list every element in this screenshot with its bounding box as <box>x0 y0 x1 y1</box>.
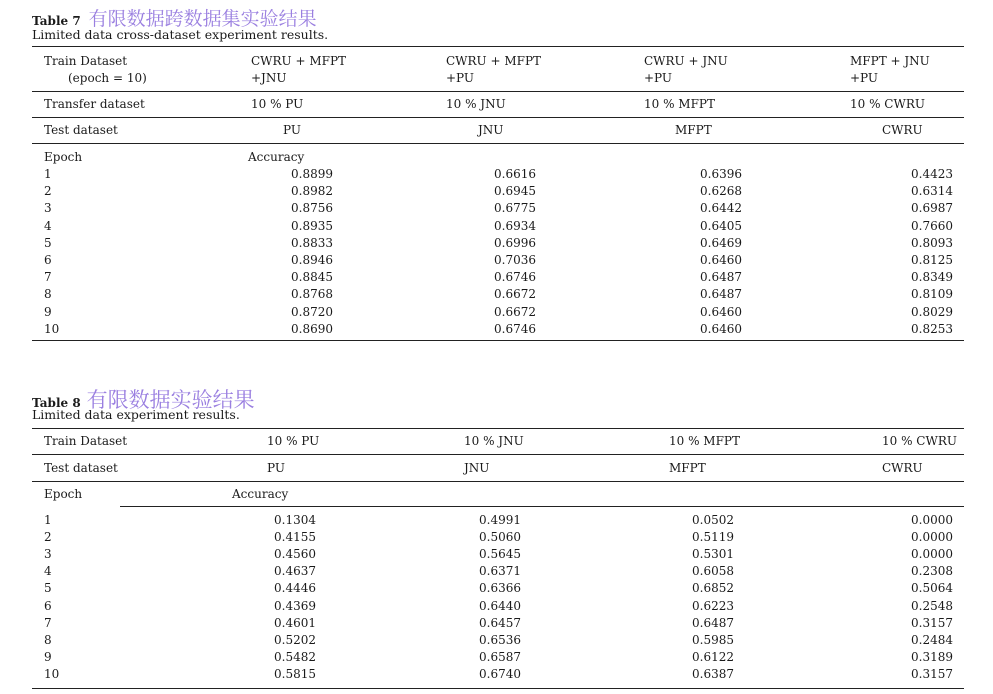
accuracy-cell: 0.8946 <box>291 253 333 267</box>
table-8-accuracy-label: Accuracy <box>232 487 289 501</box>
table-8-label: Table 8 <box>32 396 81 410</box>
table-7-chinese-note: 有限数据跨数据集实验结果 <box>88 8 317 30</box>
accuracy-cell: 0.6457 <box>479 615 521 630</box>
table-7-train-col-2-l2: +PU <box>446 71 475 85</box>
table-7 <box>32 0 964 350</box>
table-8-test-col-1: PU <box>267 461 285 475</box>
table-8-test-col-3: MFPT <box>669 461 706 475</box>
table-7-label: Table 7 <box>32 14 81 28</box>
table-7-transfer-col-2: 10 % JNU <box>446 97 506 111</box>
table-7-rule-1 <box>32 91 964 92</box>
table-8-test-col-2: JNU <box>464 461 490 475</box>
accuracy-cell: 0.8109 <box>911 287 953 302</box>
table-8-top-rule <box>32 428 964 429</box>
accuracy-cell: 0.6487 <box>700 270 742 285</box>
table-7-train-epoch-note: (epoch = 10) <box>68 71 147 85</box>
accuracy-cell: 0.4423 <box>911 167 953 181</box>
accuracy-cell: 0.5064 <box>911 581 953 596</box>
table-7-train-col-1-l1: CWRU + MFPT <box>251 54 347 68</box>
table-7-transfer-col-4: 10 % CWRU <box>850 97 925 111</box>
epoch-cell: 10 <box>44 321 60 336</box>
accuracy-cell: 0.8833 <box>291 235 333 250</box>
epoch-cell: 8 <box>44 632 52 647</box>
accuracy-cell: 0.5482 <box>274 649 316 664</box>
accuracy-cell: 0.8935 <box>291 218 333 233</box>
table-7-epoch-label: Epoch <box>44 150 83 164</box>
epoch-cell: 3 <box>44 547 52 562</box>
accuracy-cell: 0.8029 <box>911 304 953 319</box>
table-7-rule-2 <box>32 117 964 118</box>
epoch-cell: 5 <box>44 581 52 596</box>
accuracy-cell: 0.6852 <box>692 581 734 596</box>
accuracy-cell: 0.6366 <box>479 581 521 596</box>
accuracy-cell: 0.5060 <box>479 530 521 545</box>
accuracy-cell: 0.6487 <box>700 287 742 302</box>
accuracy-cell: 0.8690 <box>291 321 333 336</box>
accuracy-cell: 0.5645 <box>479 547 521 562</box>
table-8-rule-2 <box>32 481 964 482</box>
accuracy-cell: 0.4991 <box>479 513 521 527</box>
epoch-cell: 4 <box>44 564 52 579</box>
epoch-cell: 9 <box>44 304 52 319</box>
table-7-test-col-2: JNU <box>478 123 504 137</box>
table-8-epoch-label: Epoch <box>44 487 83 501</box>
table-7-rule-3 <box>32 143 964 144</box>
table-7-train-col-3-l2: +PU <box>644 71 673 85</box>
table-8-accuracy-rule <box>120 506 964 507</box>
accuracy-cell: 0.5301 <box>692 547 734 562</box>
accuracy-cell: 0.6775 <box>494 201 536 216</box>
table-8-chinese-note: 有限数据实验结果 <box>86 388 255 412</box>
accuracy-cell: 0.8253 <box>911 321 953 336</box>
accuracy-cell: 0.8845 <box>291 270 333 285</box>
epoch-cell: 1 <box>44 167 52 181</box>
table-8-train-label: Train Dataset <box>44 434 128 448</box>
accuracy-cell: 0.6058 <box>692 564 734 579</box>
accuracy-cell: 0.5119 <box>692 530 734 545</box>
accuracy-cell: 0.7036 <box>494 253 536 267</box>
accuracy-cell: 0.6945 <box>494 184 536 199</box>
table-8-test-col-4: CWRU <box>882 461 923 475</box>
accuracy-cell: 0.6405 <box>700 218 742 233</box>
accuracy-cell: 0.6934 <box>494 218 536 233</box>
accuracy-cell: 0.6536 <box>479 632 521 647</box>
accuracy-cell: 0.6440 <box>479 598 521 613</box>
accuracy-cell: 0.4155 <box>274 530 316 545</box>
accuracy-cell: 0.8349 <box>911 270 953 285</box>
accuracy-cell: 0.0000 <box>911 547 953 562</box>
accuracy-cell: 0.6672 <box>494 304 536 319</box>
accuracy-cell: 0.4369 <box>274 598 316 613</box>
table-7-top-rule <box>32 46 964 47</box>
epoch-cell: 1 <box>44 513 52 527</box>
accuracy-cell: 0.8720 <box>291 304 333 319</box>
epoch-cell: 8 <box>44 287 52 302</box>
table-7-train-col-3-l1: CWRU + JNU <box>644 54 728 68</box>
table-7-train-label: Train Dataset <box>44 54 128 68</box>
table-7-test-col-3: MFPT <box>675 123 712 137</box>
table-7-test-col-1: PU <box>283 123 301 137</box>
table-8-caption: Limited data experiment results. <box>32 407 240 422</box>
table-8-train-col-2: 10 % JNU <box>464 434 524 448</box>
epoch-cell: 2 <box>44 184 52 199</box>
table-7-bottom-rule <box>32 340 964 341</box>
table-8-bottom-rule <box>32 688 964 689</box>
epoch-cell: 3 <box>44 201 52 216</box>
table-7-transfer-col-3: 10 % MFPT <box>644 97 715 111</box>
accuracy-cell: 0.8982 <box>291 184 333 199</box>
accuracy-cell: 0.1304 <box>274 513 316 527</box>
table-7-test-label: Test dataset <box>44 123 118 137</box>
table-7-train-col-2-l1: CWRU + MFPT <box>446 54 542 68</box>
accuracy-cell: 0.6371 <box>479 564 521 579</box>
accuracy-cell: 0.6740 <box>479 666 521 681</box>
accuracy-cell: 0.4446 <box>274 581 316 596</box>
accuracy-cell: 0.6616 <box>494 167 536 181</box>
accuracy-cell: 0.6746 <box>494 321 536 336</box>
table-7-train-col-4-l2: +PU <box>850 71 879 85</box>
epoch-cell: 5 <box>44 235 52 250</box>
accuracy-cell: 0.6672 <box>494 287 536 302</box>
epoch-cell: 2 <box>44 530 52 545</box>
accuracy-cell: 0.5985 <box>692 632 734 647</box>
accuracy-cell: 0.3189 <box>911 649 953 664</box>
accuracy-cell: 0.0000 <box>911 513 953 527</box>
accuracy-cell: 0.8768 <box>291 287 333 302</box>
accuracy-cell: 0.6387 <box>692 666 734 681</box>
accuracy-cell: 0.6460 <box>700 321 742 336</box>
accuracy-cell: 0.5815 <box>274 666 316 681</box>
accuracy-cell: 0.2548 <box>911 598 953 613</box>
accuracy-cell: 0.6396 <box>700 167 742 181</box>
epoch-cell: 7 <box>44 270 52 285</box>
table-7-transfer-col-1: 10 % PU <box>251 97 304 111</box>
epoch-cell: 6 <box>44 253 52 267</box>
accuracy-cell: 0.3157 <box>911 615 953 630</box>
table-8-train-col-1: 10 % PU <box>267 434 320 448</box>
epoch-cell: 4 <box>44 218 52 233</box>
accuracy-cell: 0.7660 <box>911 218 953 233</box>
accuracy-cell: 0.6996 <box>494 235 536 250</box>
table-8-train-col-4: 10 % CWRU <box>882 434 957 448</box>
table-7-caption: Limited data cross-dataset experiment results. <box>32 27 329 42</box>
accuracy-cell: 0.8756 <box>291 201 333 216</box>
accuracy-cell: 0.6469 <box>700 235 742 250</box>
accuracy-cell: 0.6314 <box>911 184 953 199</box>
accuracy-cell: 0.2308 <box>911 564 953 579</box>
accuracy-cell: 0.6268 <box>700 184 742 199</box>
accuracy-cell: 0.2484 <box>911 632 953 647</box>
table-8-rule-1 <box>32 454 964 455</box>
table-7-accuracy-label: Accuracy <box>248 150 305 164</box>
accuracy-cell: 0.6487 <box>692 615 734 630</box>
accuracy-cell: 0.8125 <box>911 253 953 267</box>
table-8-test-label: Test dataset <box>44 461 118 475</box>
epoch-cell: 9 <box>44 649 52 664</box>
epoch-cell: 7 <box>44 615 52 630</box>
accuracy-cell: 0.0502 <box>692 513 734 527</box>
table-7-train-col-1-l2: +JNU <box>251 71 287 85</box>
accuracy-cell: 0.3157 <box>911 666 953 681</box>
accuracy-cell: 0.0000 <box>911 530 953 545</box>
accuracy-cell: 0.6223 <box>692 598 734 613</box>
epoch-cell: 10 <box>44 666 60 681</box>
accuracy-cell: 0.6460 <box>700 304 742 319</box>
accuracy-cell: 0.5202 <box>274 632 316 647</box>
accuracy-cell: 0.8093 <box>911 235 953 250</box>
accuracy-cell: 0.4637 <box>274 564 316 579</box>
accuracy-cell: 0.6122 <box>692 649 734 664</box>
accuracy-cell: 0.4601 <box>274 615 316 630</box>
table-8 <box>32 380 964 694</box>
accuracy-cell: 0.6987 <box>911 201 953 216</box>
epoch-cell: 6 <box>44 598 52 613</box>
accuracy-cell: 0.4560 <box>274 547 316 562</box>
accuracy-cell: 0.6460 <box>700 253 742 267</box>
table-7-test-col-4: CWRU <box>882 123 923 137</box>
accuracy-cell: 0.6442 <box>700 201 742 216</box>
table-8-train-col-3: 10 % MFPT <box>669 434 740 448</box>
table-7-train-col-4-l1: MFPT + JNU <box>850 54 930 68</box>
accuracy-cell: 0.6746 <box>494 270 536 285</box>
accuracy-cell: 0.8899 <box>291 167 333 181</box>
table-7-transfer-label: Transfer dataset <box>44 97 145 111</box>
accuracy-cell: 0.6587 <box>479 649 521 664</box>
